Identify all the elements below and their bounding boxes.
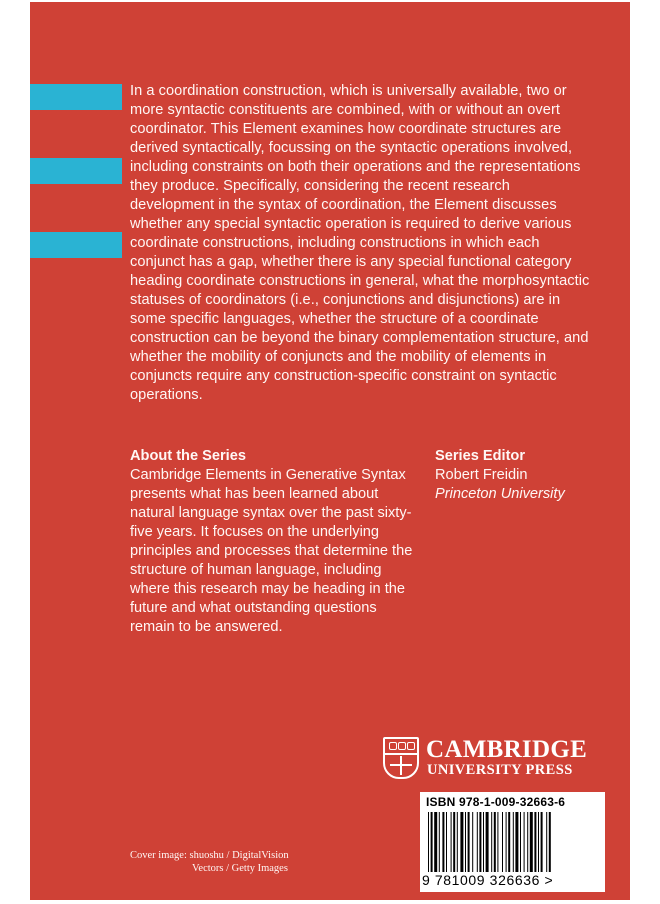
book-abstract: In a coordination construction, which is universally available, two or more syntactic constituents are combined, with or without an overt coordinator. This Element examines how coordinate structures are derived syntactically, focussing on the syntactic operations involved, including constraints on both their operations and the representations they produce. Specifically, considering the recent research development in the syntax of coordination, the Element discusses whether any special syntactic operation is required to derive various coordinate constructions, including constructions in which each conjunct has a gap, whether there is any special functional category heading coordinate constructions in general, what the morphosyntactic statuses of coordinators (i.e., conjunctions and disjunctions) are in some specific languages, whether the structure of a coordinate construction can be beyond the binary complementation structure, and whether the mobility of conjuncts and the mobility of elements in conjuncts require any construction-specific constraint on syntactic operations. (130, 83, 590, 403)
credit-line-1: Cover image: shuoshu / DigitalVision (130, 850, 289, 861)
about-series-heading: About the Series (130, 448, 246, 464)
series-editor-name: Robert Freidin (435, 467, 528, 483)
publisher-logo (383, 736, 588, 781)
cover-image-credit (130, 849, 330, 875)
publisher-subtitle: UNIVERSITY PRESS (427, 762, 573, 778)
ean-digits: 9 781009 326636 > (422, 872, 554, 888)
series-editor-section (435, 447, 625, 504)
back-cover (30, 2, 630, 900)
blue-stripe-top (30, 84, 122, 110)
isbn-barcode (420, 792, 605, 892)
cambridge-crest-icon (383, 737, 419, 779)
blue-stripe-bottom (30, 232, 122, 258)
isbn-label: ISBN 978-1-009-32663-6 (426, 795, 566, 809)
credit-line-2: Vectors / Getty Images (192, 863, 288, 874)
about-series-text: Cambridge Elements in Generative Syntax presents what has been learned about natural language syntax over the past sixty-five years. It focuses on the underlying principles and processes that determine the structure of human language, including where this research may be heading in the future and what outstanding questions remain to be answered. (130, 467, 413, 635)
publisher-name: CAMBRIDGE (426, 736, 588, 763)
series-editor-affiliation: Princeton University (435, 486, 565, 502)
series-editor-heading: Series Editor (435, 448, 526, 464)
blue-stripe-middle (30, 158, 122, 184)
barcode-bars (426, 812, 599, 872)
about-series-section (130, 447, 420, 637)
